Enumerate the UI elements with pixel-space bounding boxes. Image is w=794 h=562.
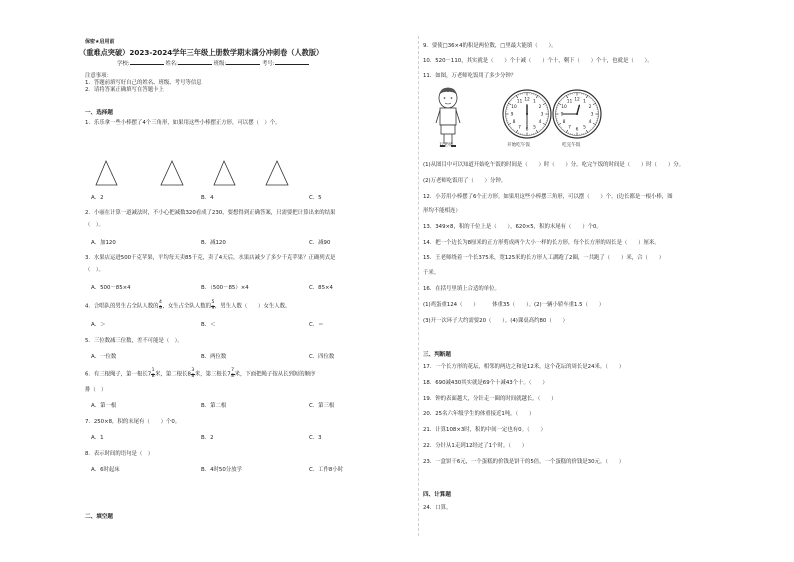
notice-item-2: 2．请将答案正确填写在答题卡上 — [85, 87, 164, 93]
q4-text-mid: ，女生占全队人数的 — [162, 303, 211, 310]
question-11-part2: (2)万老师吃饭用了（ ）分钟。 — [423, 178, 507, 184]
section-calc-title: 四、计算题 — [423, 492, 451, 498]
q6-f2-num: 3 — [191, 368, 195, 373]
secret-label: 保密★启用前 — [85, 39, 115, 45]
question-3-line1: 3．水果店运进500千克苹果，平均每天卖85千克，卖了4天后，水果店减少了多少千克苹果？正确列式是 — [85, 255, 336, 261]
triangle-icon — [161, 161, 183, 185]
class-label: 班级: — [213, 61, 227, 67]
page-title: （重难点突破）2023-2024学年三年级上册数学期末满分冲刺卷（人教版） — [79, 48, 324, 57]
q4-text-post: ，男生人数（ ）女生人数。 — [214, 303, 291, 310]
notice-item-1: 1．答题前填写好自己的姓名、班级、考号等信息 — [85, 80, 202, 86]
svg-text:5: 5 — [583, 125, 586, 131]
class-field[interactable] — [226, 64, 260, 65]
question-11-part1: (1)从图目中可以知道开始吃午饭的时间是（ ）时（ ）分，吃完午饭的时间是（ ）时（ ）分。 — [423, 162, 684, 168]
question-4 — [85, 301, 290, 311]
q6-f3-num: 7 — [231, 368, 235, 373]
question-3-line2: （ ）。 — [85, 267, 104, 273]
question-8: 8．表示时间的语句是（ ） — [85, 451, 154, 457]
svg-text:7: 7 — [568, 125, 571, 131]
q6-option-c[interactable]: C．第三根 — [309, 403, 335, 409]
triangles-figure — [95, 160, 355, 186]
svg-text:9: 9 — [510, 112, 514, 118]
svg-text:2: 2 — [538, 105, 542, 111]
question-11: 11．如图，万老师吃饭用了多少分钟？ — [423, 73, 517, 79]
q2-option-a[interactable]: A．加120 — [91, 240, 116, 246]
triangle-icon — [96, 161, 117, 185]
svg-text:12: 12 — [574, 97, 580, 103]
question-12-line1: 12．小芳用小棒摆了6个正方形。如果用这些小棒摆三角形，可以摆（ ）个。(边长都是一根小棒，图 — [423, 194, 673, 200]
question-16-part-b: (3)开一次环子大约需要20（ ）。(4)课桌高约80（ ） — [423, 318, 568, 324]
question-2-line2: （ ）。 — [85, 222, 104, 228]
q8-option-a[interactable]: A．6时起床 — [91, 467, 120, 473]
question-6-line2: 排（ ） — [85, 387, 107, 393]
question-15-line2: 千米。 — [423, 270, 440, 276]
svg-text:8: 8 — [562, 120, 566, 126]
section-judge-title: 三、判断题 — [423, 352, 451, 358]
q3-option-a[interactable]: A．500－85×4 — [91, 285, 131, 291]
svg-text:4: 4 — [588, 120, 592, 126]
svg-text:6: 6 — [525, 127, 529, 133]
exam-no-field[interactable] — [275, 64, 309, 65]
question-23: 23．一盒饼干6元，一个蛋糕的价钱是饼干的5倍，一个蛋糕的价钱是30元。（ ） — [423, 459, 625, 465]
teacher-figure — [431, 85, 465, 149]
question-21: 21．计算108×3时，积的中间一定也有0。（ ） — [423, 427, 546, 433]
q2-option-b[interactable]: B．减120 — [201, 240, 226, 246]
triangle-icon — [266, 161, 288, 185]
q1-option-c[interactable]: C．5 — [309, 195, 322, 201]
q1-option-b[interactable]: B．4 — [201, 195, 214, 201]
question-22: 22．分针从1走到12经过了1个时。（ ） — [423, 443, 528, 449]
section-choice-title: 一、选择题 — [85, 110, 113, 116]
q8-option-c[interactable]: C．工作8小时 — [309, 467, 344, 473]
exam-no-label: 考号: — [261, 61, 275, 67]
question-10: 10．520－110，其实就是（ ）个十减（ ）个十，剩下（ ）个十，也就是（ ）。 — [423, 58, 653, 64]
svg-text:3: 3 — [540, 112, 544, 118]
q8-option-b[interactable]: B．4时50分放学 — [201, 467, 242, 473]
q6-whole-3: 7 — [227, 371, 231, 378]
question-9: 9．要使□36×4的积是两位数，□里最大能填（ ）。 — [423, 43, 557, 49]
q7-option-b[interactable]: B．2 — [201, 435, 214, 441]
caption-teacher: 万老师 — [439, 143, 453, 148]
q6-f1-num: 1 — [151, 368, 155, 373]
q5-option-c[interactable]: C．四位数 — [309, 354, 335, 360]
q1-option-a[interactable]: A．2 — [91, 195, 104, 201]
q6-option-a[interactable]: A．第一根 — [91, 403, 117, 409]
svg-text:10: 10 — [561, 105, 567, 111]
clock-start-icon — [501, 88, 553, 140]
q6-f2-den: 8 — [191, 373, 195, 379]
name-label: 姓名: — [165, 61, 178, 67]
question-17: 17．一个长方形的花坛，相邻的两边之和是12米，这个花坛的周长是24米。（ ） — [423, 364, 625, 370]
q4-text-pre: 4．合唱队的男生占全队人数的 — [85, 303, 159, 310]
question-1: 1．乐乐拿一些小棒摆了4个三角形，如果用这些小棒摆正方形，可以摆（ ）个。 — [85, 120, 281, 126]
clock-end-icon — [551, 88, 603, 140]
q6-text-pre: 6．有三根绳子，第一根长 — [85, 371, 148, 378]
question-15-line1: 15．王老师绕着一个长375米，宽125米的长方形人工湖跑了2圈，一共跑了（ ）米，合（ ） — [423, 255, 665, 261]
info-fields — [117, 61, 309, 68]
q6-f3-den: 8 — [231, 373, 235, 379]
question-6-line1 — [85, 369, 315, 379]
question-7: 7．250×8，积的末尾有（ ）个0。 — [85, 419, 181, 425]
q6-text-post: 米，下面把绳子按从长到短的顺序 — [234, 371, 316, 378]
q4-frac1-den: 9 — [159, 305, 162, 311]
svg-text:8: 8 — [512, 120, 516, 126]
svg-text:7: 7 — [518, 125, 521, 131]
q4-frac2-den: 9 — [211, 305, 215, 311]
caption-start: 开始吃午饭 — [507, 143, 530, 148]
q6-text-mid2: 米，第三根长 — [194, 371, 228, 378]
q7-option-c[interactable]: C．3 — [309, 435, 322, 441]
svg-text:2: 2 — [588, 105, 592, 111]
svg-text:1: 1 — [583, 99, 586, 105]
question-20: 20．25名六年级学生的体重接近1吨。（ ） — [423, 411, 535, 417]
q7-option-a[interactable]: A．1 — [91, 435, 104, 441]
q2-option-c[interactable]: C．减90 — [309, 240, 331, 246]
svg-text:1: 1 — [533, 99, 536, 105]
question-18: 18．690减430其实就是69个十减43个十。（ ） — [423, 380, 548, 386]
q6-f1-den: 8 — [151, 373, 155, 379]
question-2-line1: 2．小丽在计算一道减法时，不小心把减数320看成了230，要想得到正确答案，只需要把计算出来的结果 — [85, 210, 336, 216]
q6-text-mid1: 米，第二根长 — [155, 371, 188, 378]
q4-frac1-num: 4 — [159, 300, 162, 305]
q4-option-b[interactable]: B．＜ — [201, 322, 216, 328]
question-12-line2: 形均不能相连） — [423, 208, 461, 214]
svg-text:5: 5 — [533, 125, 536, 131]
section-fill-title: 二、填空题 — [85, 514, 113, 520]
q4-option-c[interactable]: C．＝ — [309, 322, 324, 328]
q6-whole-2: 8 — [187, 371, 191, 378]
question-24: 24．口算。 — [423, 505, 452, 511]
q5-option-a[interactable]: A．一位数 — [91, 354, 117, 360]
question-14: 14．把一个边长为8厘米的正方形剪成两个大小一样的长方形，每个长方形的周长是（ ）厘米。 — [423, 240, 660, 246]
q6-whole-1: 7 — [147, 371, 152, 378]
caption-end: 吃完午饭 — [562, 143, 581, 148]
q6-option-b[interactable]: B．第二根 — [201, 403, 227, 409]
q3-option-b[interactable]: B．（500－85）×4 — [201, 285, 249, 291]
svg-text:4: 4 — [538, 120, 542, 126]
question-5: 5．三位数减三位数，差不可能是（ ）。 — [85, 338, 183, 344]
svg-text:3: 3 — [590, 112, 594, 118]
q4-frac2-num: 5 — [211, 300, 215, 305]
q4-option-a[interactable]: A．＞ — [91, 322, 106, 328]
q5-option-b[interactable]: B．两位数 — [201, 354, 227, 360]
question-13: 13．349×8，积的千位上是（ ），620×5，积的末尾有（ ）个0。 — [423, 224, 602, 230]
school-label: 学校: — [117, 61, 130, 67]
notice-title: 注意事项： — [85, 73, 112, 79]
question-19: 19．钟的表面越大，分针走一圈的时间就越长。（ ） — [423, 396, 557, 402]
svg-text:9: 9 — [560, 112, 564, 118]
triangle-icon — [214, 161, 235, 185]
svg-text:10: 10 — [511, 105, 517, 111]
svg-text:11: 11 — [516, 99, 523, 105]
school-field[interactable] — [130, 64, 164, 65]
svg-text:11: 11 — [566, 99, 573, 105]
svg-text:12: 12 — [524, 97, 530, 103]
question-16: 16．在括号里填上合适的单位。 — [423, 286, 500, 292]
column-divider — [418, 36, 419, 536]
name-field[interactable] — [178, 64, 212, 65]
question-16-part-a: (1)鸡蛋重124（ ） 体重35（ ）。(2)一辆小轿车重1.5（ ） — [423, 302, 605, 308]
q3-option-c[interactable]: C．85×4 — [309, 285, 333, 291]
svg-text:6: 6 — [575, 127, 579, 133]
